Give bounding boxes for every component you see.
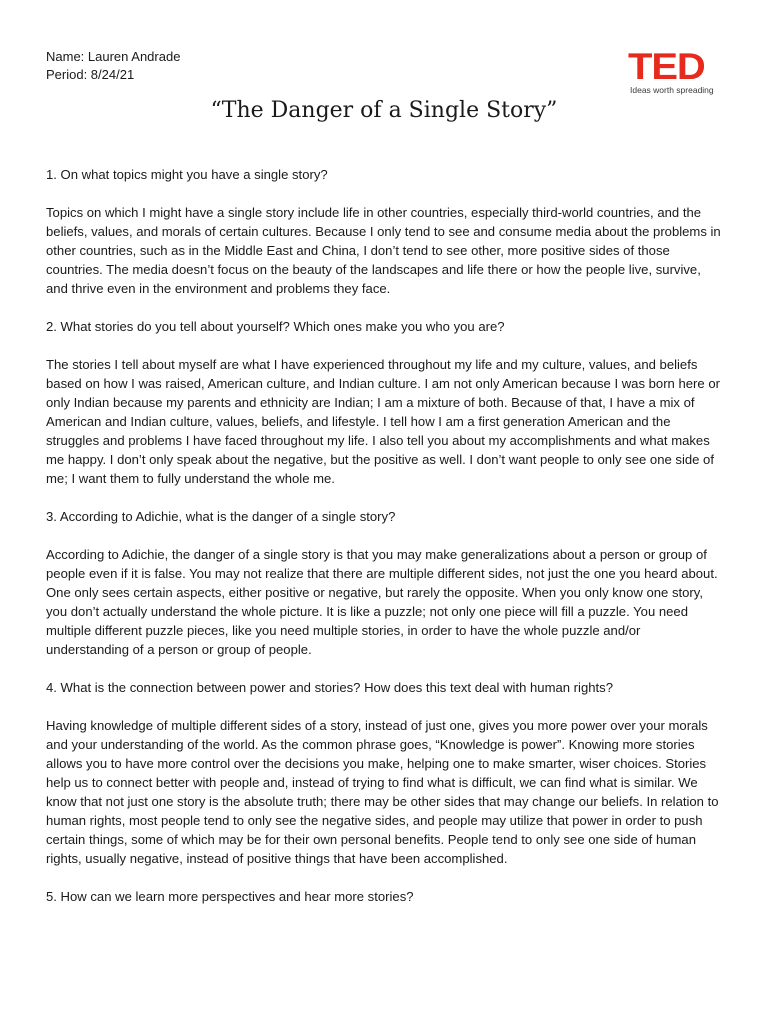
qa-item-1 [46, 165, 726, 298]
ted-logo [628, 46, 724, 96]
question-5: 5. How can we learn more perspectives and hear more stories? [46, 889, 414, 904]
answer-2: The stories I tell about myself are what I have experienced throughout my life and my culture, values, and beliefs based on how I was raised, American culture, and Indian culture. I am not only American because I was born here or only Indian because my parents and ethnicity are Indian; I am a mixture of both. Because of that, I have a mix of American and Indian culture, values, beliefs, and lifestyle. I tell how I am a first generation American and the struggles and problems I have faced throughout my life. I also tell you about my accomplishments and what makes me happy. I don’t only speak about the negative, but the positive as well. I don’t want people to only see one side of me; I want them to fully understand the whole me. [46, 357, 720, 486]
answer-3: According to Adichie, the danger of a single story is that you may make generalizations about a person or group of people even if it is false. You may not realize that there are multiple different sides, not just the one you heard about. One only sees certain aspects, either positive or negative, but rarely the opposite. When you only know one story, you don’t actually understand the whole picture. It is like a puzzle; not only one piece will fill a puzzle. You need multiple different puzzle pieces, like you need multiple stories, in order to have the whole puzzle and/or understanding of a person or group of people. [46, 547, 718, 657]
document-body [46, 165, 726, 925]
answer-1: Topics on which I might have a single story include life in other countries, especially third-world countries, and the beliefs, values, and morals of certain cultures. Because I only tend to see and consume media about the problems in other countries, such as in the Middle East and China, I don’t tend to see other, more positive sides of those countries. The media doesn’t focus on the beauty of the landscapes and life there or how the people live, survive, and thrive even in the environment and problems they face. [46, 205, 721, 296]
answer-4: Having knowledge of multiple different sides of a story, instead of just one, gives you more power over your morals and your understanding of the world. As the common phrase goes, “Knowledge is power”. Knowing more stories allows you to have more control over the decisions you make, helping one to make smarter, wiser choices. Stories help us to connect better with people and, instead of trying to find what is difficult, we can find what is similar. We know that not just one story is the absolute truth; there may be other sides that may change our beliefs. In relation to human rights, most people tend to only see the negative sides, and people may utilize that power in order to push certain things, some of which may be for their own personal benefits. People tend to only see one side of human rights, usually negative, instead of positive things that have been accomplished. [46, 718, 719, 866]
ted-tagline: Ideas worth spreading [630, 85, 714, 95]
question-2: 2. What stories do you tell about yourself? Which ones make you who you are? [46, 319, 505, 334]
class-period: Period: 8/24/21 [46, 67, 135, 82]
question-4: 4. What is the connection between power and stories? How does this text deal with human rights? [46, 680, 613, 695]
ted-wordmark: TED [628, 46, 705, 87]
document-title: “The Danger of a Single Story” [210, 98, 558, 123]
qa-item-5 [46, 887, 726, 906]
student-name: Name: Lauren Andrade [46, 49, 181, 64]
question-1: 1. On what topics might you have a single story? [46, 167, 328, 182]
qa-item-2 [46, 317, 726, 488]
qa-item-4 [46, 678, 726, 868]
qa-item-3 [46, 507, 726, 659]
question-3: 3. According to Adichie, what is the danger of a single story? [46, 509, 396, 524]
student-info [46, 48, 180, 84]
